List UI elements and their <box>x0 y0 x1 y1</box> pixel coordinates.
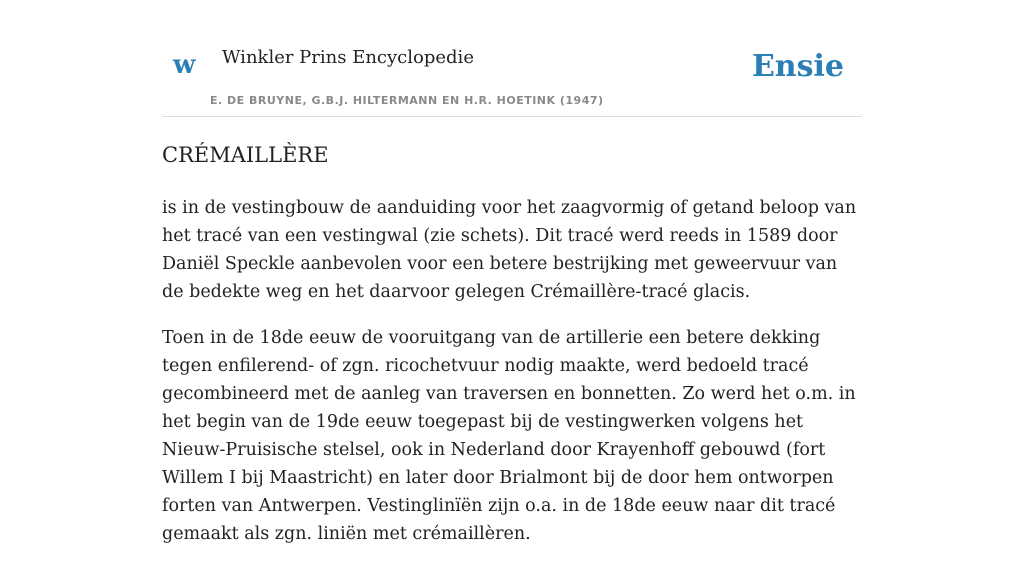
source-title[interactable]: Winkler Prins Encyclopedie <box>222 47 474 68</box>
article-paragraph-1: is in de vestingbouw de aanduiding voor het zaagvormig of getand beloop van het tracé van een vestingwal (zie schets). Dit tracé werd reeds in 1589 door Daniël Speckle aanbevolen voor een betere bestrijking met geweervuur van de bedekte weg en het daarvoor gelegen Crémaillère-tracé glacis. <box>162 198 857 302</box>
source-authors: E. DE BRUYNE, G.B.J. HILTERMANN EN H.R. HOETINK (1947) <box>210 94 604 107</box>
site-header <box>162 0 862 117</box>
ensie-logo[interactable]: Ensie <box>751 49 844 84</box>
article-headword: CRÉMAILLÈRE <box>162 143 329 167</box>
article-paragraph-2: Toen in de 18de eeuw de vooruitgang van de artillerie een betere dekking tegen enfilerend- of zgn. ricochetvuur nodig maakte, werd bedoeld tracé gecombineerd met de aanleg van traversen en bonnetten. Zo werd het o.m. in het begin van de 19de eeuw toegepast bij de vestingwerken volgens het Nieuw-Pruisische stelsel, ook in Nederland door Krayenhoff gebouwd (fort Willem I bij Maastricht) en later door Brialmont bij de door hem ontworpen forten van Antwerpen. Vestinglinïën zijn o.a. in de 18de eeuw naar dit tracé gemaakt als zgn. liniën met crémaillèren. <box>162 328 856 544</box>
winkler-prins-logo[interactable]: w <box>173 50 196 80</box>
article <box>162 140 862 566</box>
